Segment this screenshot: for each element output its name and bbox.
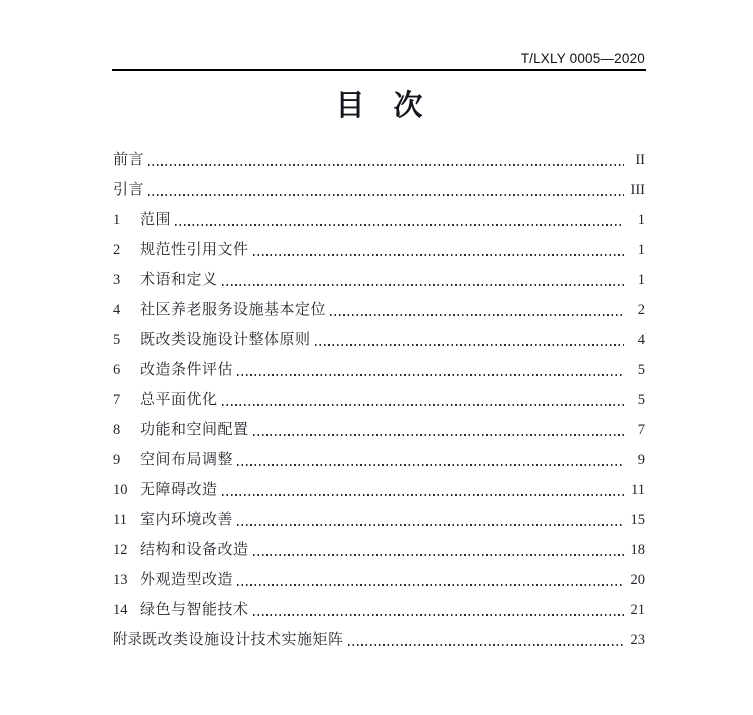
toc-list: [113, 143, 645, 653]
toc-entry: [113, 383, 645, 413]
dot-leader: [237, 374, 624, 376]
toc-entry-page: II: [635, 152, 645, 168]
toc-entry-page: 5: [637, 392, 645, 408]
dot-leader: [253, 554, 624, 556]
toc-entry: [113, 533, 645, 563]
toc-entry-number: 4: [113, 302, 121, 318]
dot-leader: [222, 494, 624, 496]
toc-entry: [113, 503, 645, 533]
toc-entry-page: 5: [637, 362, 645, 378]
toc-entry-number: 10: [113, 482, 128, 498]
dot-leader: [237, 524, 624, 526]
toc-entry: [113, 353, 645, 383]
dot-leader: [237, 464, 624, 466]
toc-entry: [113, 413, 645, 443]
toc-entry-number: 1: [113, 212, 121, 228]
toc-entry-label: 既改类设施设计技术实施矩阵: [142, 632, 344, 648]
toc-entry-page: 9: [637, 452, 645, 468]
toc-entry-label: 结构和设备改造: [140, 542, 249, 558]
toc-entry-page: 7: [637, 422, 645, 438]
toc-entry: [113, 263, 645, 293]
toc-entry-number: 12: [113, 542, 128, 558]
toc-entry-page: 18: [630, 542, 645, 558]
dot-leader: [237, 584, 624, 586]
toc-entry-page: 1: [637, 242, 645, 258]
toc-entry-label: 前言: [113, 152, 145, 168]
dot-leader: [148, 164, 624, 166]
toc-entry: [113, 443, 645, 473]
dot-leader: [222, 284, 624, 286]
toc-entry-number: 7: [113, 392, 121, 408]
toc-entry-page: 2: [637, 302, 645, 318]
toc-entry: [113, 593, 645, 623]
toc-entry-label: 总平面优化: [140, 392, 218, 408]
dot-leader: [253, 614, 624, 616]
dot-leader: [348, 644, 624, 646]
dot-leader: [175, 224, 624, 226]
toc-entry-number: 11: [113, 512, 127, 528]
toc-entry-label: 术语和定义: [140, 272, 218, 288]
dot-leader: [148, 194, 624, 196]
dot-leader: [315, 344, 624, 346]
dot-leader: [330, 314, 624, 316]
toc-entry-number: 6: [113, 362, 121, 378]
toc-entry-label: 社区养老服务设施基本定位: [140, 302, 327, 318]
toc-entry-number: 5: [113, 332, 121, 348]
toc-entry-page: III: [630, 182, 645, 198]
toc-entry-number: 13: [113, 572, 128, 588]
toc-entry-label: 既改类设施设计整体原则: [140, 332, 311, 348]
toc-entry: [113, 563, 645, 593]
toc-entry-label: 室内环境改善: [140, 512, 234, 528]
toc-entry-page: 20: [630, 572, 645, 588]
toc-entry-page: 4: [637, 332, 645, 348]
toc-entry: [113, 203, 645, 233]
dot-leader: [253, 254, 624, 256]
toc-entry-label: 外观造型改造: [140, 572, 234, 588]
toc-entry-page: 1: [637, 212, 645, 228]
toc-entry-number: 8: [113, 422, 121, 438]
toc-entry-number: 2: [113, 242, 121, 258]
dot-leader: [253, 434, 624, 436]
toc-entry-page: 21: [630, 602, 645, 618]
toc-entry-label: 空间布局调整: [140, 452, 234, 468]
toc-entry-number: 3: [113, 272, 121, 288]
toc-entry-page: 1: [637, 272, 645, 288]
toc-entry-page: 15: [630, 512, 645, 528]
header-rule: [112, 69, 646, 71]
toc-entry-label: 规范性引用文件: [140, 242, 249, 258]
toc-entry-number: 附录: [113, 632, 142, 648]
toc-entry: [113, 143, 645, 173]
toc-entry-label: 无障碍改造: [140, 482, 218, 498]
toc-entry-label: 引言: [113, 182, 145, 198]
toc-entry: [113, 623, 645, 653]
toc-entry-label: 范围: [140, 212, 172, 228]
toc-entry: [113, 233, 645, 263]
toc-entry-label: 绿色与智能技术: [140, 602, 249, 618]
standard-number: T/LXLY 0005—2020: [520, 51, 645, 66]
toc-entry-label: 改造条件评估: [140, 362, 234, 378]
toc-entry: [113, 293, 645, 323]
toc-entry-number: 14: [113, 602, 128, 618]
dot-leader: [222, 404, 624, 406]
toc-entry-number: 9: [113, 452, 121, 468]
toc-entry-page: 23: [630, 632, 645, 648]
toc-entry: [113, 173, 645, 203]
toc-entry: [113, 473, 645, 503]
page-title: 目 次: [335, 90, 423, 122]
toc-entry-page: 11: [631, 482, 645, 498]
toc-entry: [113, 323, 645, 353]
toc-entry-label: 功能和空间配置: [140, 422, 249, 438]
